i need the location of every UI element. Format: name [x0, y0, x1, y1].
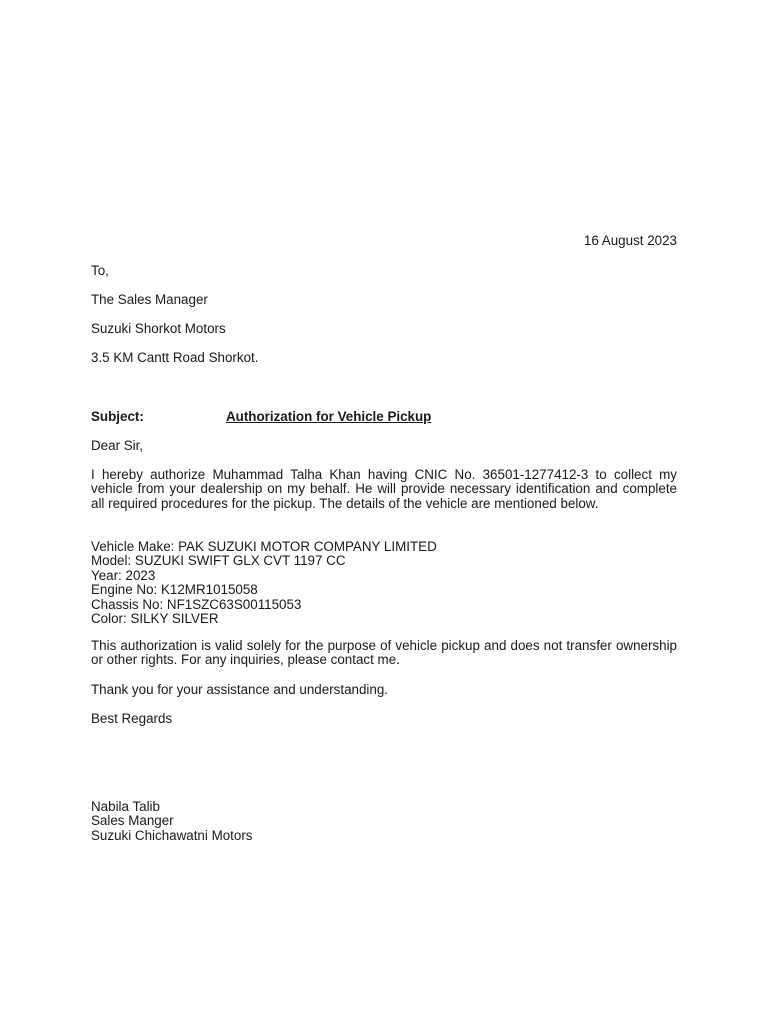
vehicle-color: Color: SILKY SILVER: [91, 611, 219, 627]
signatory-company: Suzuki Chichawatni Motors: [91, 827, 253, 843]
recipient-company: Suzuki Shorkot Motors: [91, 321, 226, 336]
signatory-block: [91, 800, 253, 843]
closing-line: Best Regards: [91, 711, 173, 726]
validity-paragraph: This authorization is valid solely for the purpose of vehicle pickup and does not transfer ownership or other rights. For any inquiries, please contact me.: [91, 638, 677, 668]
subject-text: Authorization for Vehicle Pickup: [226, 409, 432, 424]
recipient-title: The Sales Manager: [91, 292, 208, 307]
vehicle-model: Model: SUZUKI SWIFT GLX CVT 1197 CC: [91, 553, 346, 569]
recipient-address: 3.5 KM Cantt Road Shorkot.: [91, 350, 259, 365]
vehicle-make: Vehicle Make: PAK SUZUKI MOTOR COMPANY LIMITED: [91, 539, 437, 554]
thanks-line: Thank you for your assistance and understanding.: [91, 682, 389, 697]
signatory-name: Nabila Talib: [91, 799, 160, 814]
salutation-to: To,: [91, 263, 109, 278]
subject-label: Subject:: [91, 409, 144, 424]
greeting: Dear Sir,: [91, 438, 144, 453]
vehicle-details: [91, 540, 437, 626]
vehicle-chassis-no: Chassis No: NF1SZC63S00115053: [91, 596, 302, 612]
letter-date: 16 August 2023: [583, 233, 677, 248]
vehicle-engine-no: Engine No: K12MR1015058: [91, 582, 258, 598]
vehicle-year: Year: 2023: [91, 567, 156, 583]
signatory-position: Sales Manger: [91, 813, 174, 829]
body-paragraph: I hereby authorize Muhammad Talha Khan having CNIC No. 36501-1277412-3 to collect my vehicle from your dealership on my behalf. He will provide necessary identification and complete all required procedures for the pickup. The details of the vehicle are mentioned below.: [91, 467, 677, 511]
